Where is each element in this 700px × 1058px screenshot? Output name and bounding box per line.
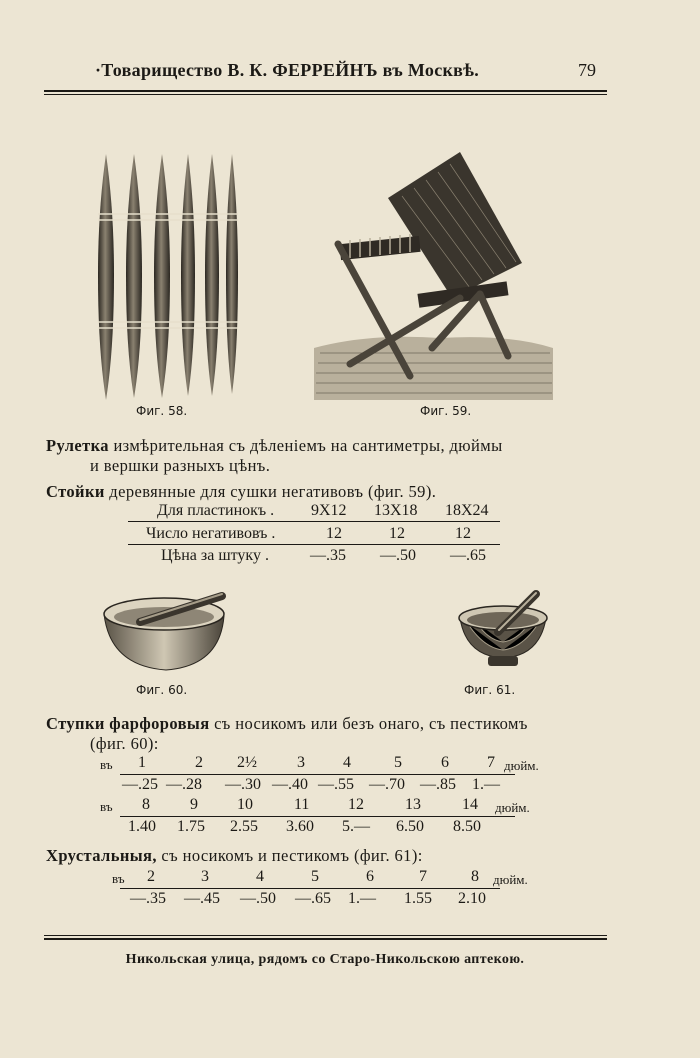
stupki-price: 1.75 [177, 818, 205, 835]
fig59-drying-rack-illustration [310, 148, 556, 403]
stoiki-row2-value: 12 [455, 525, 471, 542]
stoiki-rule [128, 521, 500, 522]
stoiki-row3-value: —.35 [310, 547, 346, 564]
ruletka-desc: измѣрительная съ дѣленіемъ на сантиметры, дюймы [113, 436, 503, 455]
stoiki-row2-value: 12 [326, 525, 342, 542]
stupki-heading [46, 714, 528, 734]
fig61-crystal-mortar-illustration [454, 588, 552, 672]
fig59-caption: Фиг. 59. [420, 404, 472, 418]
khrustal-price: —.35 [130, 890, 166, 907]
stupki-size: 4 [343, 754, 351, 771]
khrustal-size: 8 [471, 868, 479, 885]
stupki-prefix: въ [100, 799, 113, 814]
stupki-price: —.40 [272, 776, 308, 793]
page-header-title: ·Товарищество В. К. ФЕРРЕЙНЪ въ Москвѣ. [95, 60, 480, 80]
stupki-size: 10 [237, 796, 253, 813]
khrustal-title: Хрустальныя, [46, 846, 157, 865]
stupki-rule [120, 774, 515, 775]
khrustal-price: 1.55 [404, 890, 432, 907]
stoiki-row1-value: 9X12 [311, 502, 347, 519]
stupki-price: 2.55 [230, 818, 258, 835]
stupki-prefix: въ [100, 757, 113, 772]
khrustal-heading [46, 846, 423, 866]
footer-address: Никольская улица, рядомъ со Старо-Никольскою аптекою. [125, 952, 525, 967]
stupki-price: 5.— [342, 818, 370, 835]
ruletka-title: Рулетка [46, 436, 109, 455]
stupki-price: 6.50 [396, 818, 424, 835]
stoiki-row3-label: Цѣна за штуку . [161, 547, 269, 564]
stupki-size: 6 [441, 754, 449, 771]
khrustal-size: 4 [256, 868, 264, 885]
khrustal-size: 6 [366, 868, 374, 885]
fig58-caption: Фиг. 58. [136, 404, 188, 418]
khrustal-size: 5 [311, 868, 319, 885]
stupki-size: 2½ [237, 754, 257, 771]
stupki-price: 1.40 [128, 818, 156, 835]
header-rule-bottom [44, 94, 607, 95]
stupki-unit: дюйм. [504, 758, 539, 773]
khrustal-price: —.65 [295, 890, 331, 907]
stoiki-rule [128, 544, 500, 545]
rod-group [98, 154, 238, 400]
stupki-rule [120, 816, 515, 817]
stupki-size: 12 [348, 796, 364, 813]
stoiki-row1-value: 18X24 [445, 502, 489, 519]
fig60-caption: Фиг. 60. [136, 683, 188, 697]
page-number: 79 [578, 60, 596, 80]
stoiki-row1-value: 13X18 [374, 502, 418, 519]
khrustal-unit: дюйм. [493, 872, 528, 887]
stupki-price: —.25 [122, 776, 158, 793]
stoiki-heading [46, 482, 436, 502]
stupki-size: 14 [462, 796, 478, 813]
footer-rule-top [44, 935, 607, 936]
stupki-price: 3.60 [286, 818, 314, 835]
stupki-desc2: (фиг. 60): [90, 734, 159, 753]
fig61-caption: Фиг. 61. [464, 683, 516, 697]
stoiki-row3-value: —.50 [380, 547, 416, 564]
khrustal-size: 3 [201, 868, 209, 885]
stupki-size: 3 [297, 754, 305, 771]
ruletka-line2: и вершки разныхъ цѣнъ. [90, 456, 271, 475]
stupki-desc: съ носикомъ или безъ онаго, съ пестикомъ [214, 714, 528, 733]
stupki-size: 5 [394, 754, 402, 771]
ruletka-line1 [46, 436, 503, 456]
khrustal-size: 7 [419, 868, 427, 885]
khrustal-price: 2.10 [458, 890, 486, 907]
khrustal-price: 1.— [348, 890, 376, 907]
stupki-price: 8.50 [453, 818, 481, 835]
stupki-size: 9 [190, 796, 198, 813]
stoiki-title: Стойки [46, 482, 105, 501]
khrustal-prefix: въ [112, 871, 125, 886]
stoiki-row2-label: Число негативовъ . [146, 525, 276, 542]
stupki-title: Ступки фарфоровыя [46, 714, 210, 733]
khrustal-rule [120, 888, 500, 889]
stupki-unit: дюйм. [495, 800, 530, 815]
stoiki-desc: деревянные для сушки негативовъ (фиг. 59). [109, 482, 437, 501]
stupki-price: —.70 [369, 776, 405, 793]
stoiki-row3-value: —.65 [450, 547, 486, 564]
stupki-price: —.28 [166, 776, 202, 793]
footer-rule-bottom [44, 938, 607, 940]
stupki-price: —.30 [225, 776, 261, 793]
stupki-size: 7 [487, 754, 495, 771]
stoiki-row1-label: Для пластинокъ . [157, 502, 275, 519]
fig60-mortar-illustration [100, 586, 232, 676]
khrustal-price: —.45 [184, 890, 220, 907]
stupki-size: 8 [142, 796, 150, 813]
stupki-size: 2 [195, 754, 203, 771]
stupki-price: 1.— [472, 776, 500, 793]
stoiki-row2-value: 12 [389, 525, 405, 542]
stupki-size: 1 [138, 754, 146, 771]
fig58-rods-illustration [92, 150, 242, 405]
header-rule-top [44, 90, 607, 92]
stupki-price: —.55 [318, 776, 354, 793]
khrustal-desc: съ носикомъ и пестикомъ (фиг. 61): [161, 846, 423, 865]
khrustal-price: —.50 [240, 890, 276, 907]
stupki-price: —.85 [420, 776, 456, 793]
stupki-size: 13 [405, 796, 421, 813]
khrustal-size: 2 [147, 868, 155, 885]
stupki-size: 11 [294, 796, 310, 813]
